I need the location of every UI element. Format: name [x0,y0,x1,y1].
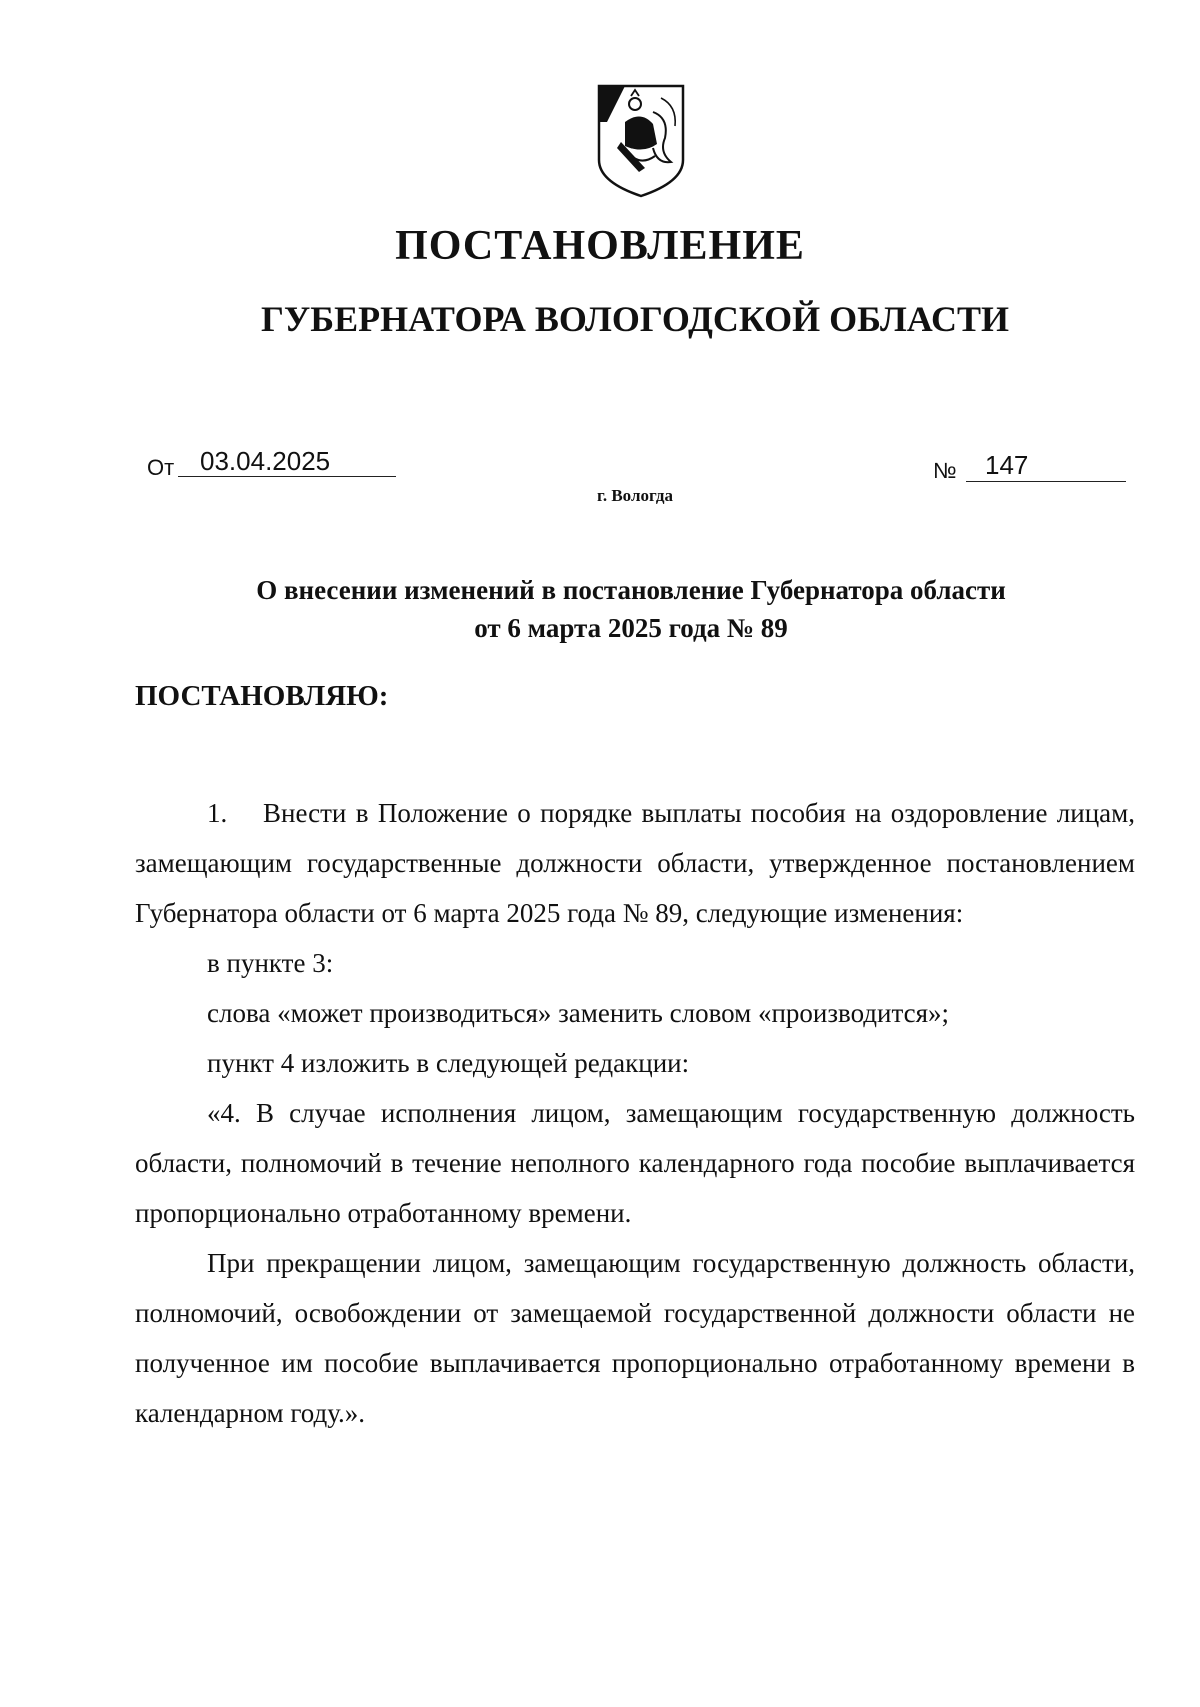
quote-paragraph-1: «4. В случае исполнения лицом, замещающим государственную должность области, полномочий в течение неполного календарного года пособие выплачивается пропорционально отработанному времени. [135,1098,1135,1228]
item-1-text: Внести в Положение о порядке выплаты пособия на оздоровление лицам, замещающим государственные должности области, утвержденное постановлением Губернатора области от 6 марта 2025 года № 89, следующие изменения: [135,798,1135,928]
coat-of-arms-icon [595,82,687,200]
number-value: 147 [985,450,1029,480]
document-subject [0,571,1200,647]
point-3-line: в пункте 3: [207,948,334,978]
subject-line-1: О внесении изменений в постановление Губернатора области [256,575,1006,605]
document-title: ПОСТАНОВЛЕНИЕ [395,223,805,269]
number-label: № [933,458,957,483]
document-body [135,788,1135,1438]
quote-paragraph-2: При прекращении лицом, замещающим государственную должность области, полномочий, освобождении от замещаемой государственной должности области не полученное им пособие выплачивается пропорционально отработанному времени в календарном году.». [135,1248,1135,1428]
number-underline [966,481,1126,482]
date-underline [178,476,396,477]
date-value: 03.04.2025 [200,446,331,476]
document-subtitle: ГУБЕРНАТОРА ВОЛОГОДСКОЙ ОБЛАСТИ [260,299,1010,339]
city-name: г. Вологда [597,486,673,505]
item-1-number: 1. [207,798,228,828]
subject-line-2: от 6 марта 2025 года № 89 [474,613,788,643]
item-1-paragraph [135,788,1135,938]
decree-heading: ПОСТАНОВЛЯЮ: [135,680,389,712]
point-4-line: пункт 4 изложить в следующей редакции: [207,1048,690,1078]
date-label: От [147,455,175,480]
words-replacement-line: слова «может производиться» заменить словом «производится»; [207,998,950,1028]
